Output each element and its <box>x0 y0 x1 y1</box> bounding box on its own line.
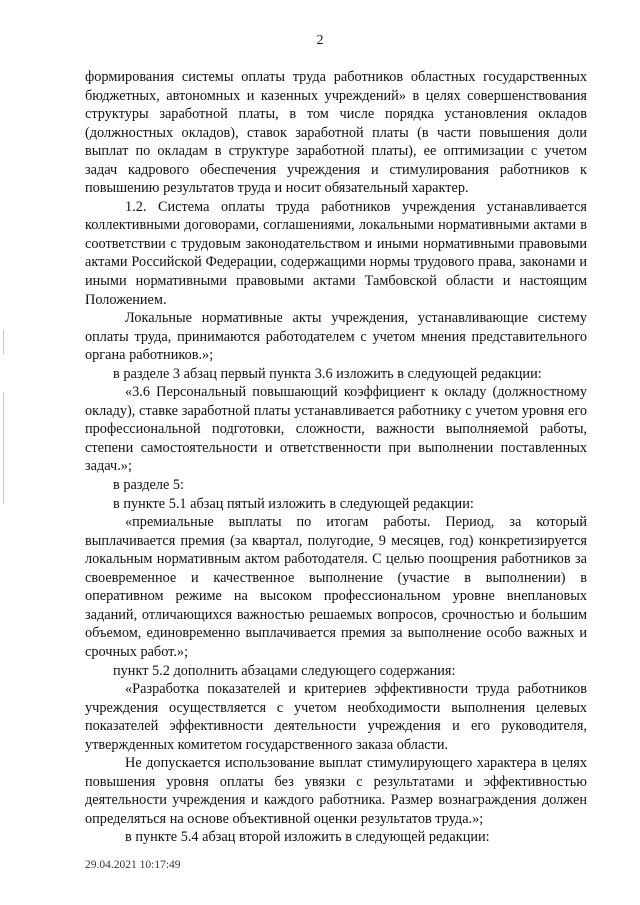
footer-timestamp: 29.04.2021 10:17:49 <box>85 859 181 871</box>
paragraph: формирования системы оплаты труда работников областных государственных бюджетных, автономных и казенных учреждений» в целях совершенствования структуры заработной платы, в том числе порядка установления окладов (должностных окладов), ставок заработной платы (в части повышения доли выплат по окладам в структуре заработной платы), ее оптимизации с учетом задач кадрового обеспечения учреждения и стимулирования работников к повышению результатов труда и носит обязательный характер. <box>85 69 587 197</box>
paragraph: в пункте 5.4 абзац второй изложить в следующей редакции: <box>125 829 490 846</box>
paragraph: «3.6 Персональный повышающий коэффициент к окладу (должностному окладу), ставке заработной платы устанавливается работнику с учетом уровня его профессиональной подготовки, сложности, важности выполняемой работы, степени самостоятельности и ответственности при выполнении поставленных задач.»; <box>85 384 587 475</box>
paragraph: Локальные нормативные акты учреждения, устанавливающие систему оплаты труда, принимаются работодателем с учетом мнения представительного органа работников.»; <box>85 310 587 364</box>
scan-margin-mark <box>3 392 4 504</box>
paragraph: в разделе 3 абзац первый пункта 3.6 изложить в следующей редакции: <box>113 365 542 382</box>
scan-margin-mark <box>3 330 4 354</box>
paragraph: «премиальные выплаты по итогам работы. Период, за который выплачивается премия (за квартал, полугодие, 9 месяцев, год) конкретизируется локальным нормативным актом работодателя. С целью поощрения работников за своевременное и качественное выполнение (участие в выполнении) в оперативном режиме на высоком профессиональном уровне внеплановых заданий, отличающихся важностью решаемых вопросов, срочностью и большим объемом, единовременно выплачивается премия за выполнение особо важных и срочных работ.»; <box>85 514 587 660</box>
paragraph: в разделе 5: <box>113 477 185 494</box>
paragraph: Не допускается использование выплат стимулирующего характера в целях повышения уровня оплаты без увязки с результатами и эффективностью деятельности учреждения и каждого работника. Размер вознаграждения должен определяться на основе объективной оценки результатов труда.»; <box>85 755 587 827</box>
paragraph: в пункте 5.1 абзац пятый изложить в следующей редакции: <box>113 495 474 512</box>
paragraph: пункт 5.2 дополнить абзацами следующего содержания: <box>113 662 456 679</box>
paragraph: 1.2. Система оплаты труда работников учреждения устанавливается коллективными договорами, соглашениями, локальными нормативными актами в соответствии с трудовым законодательством и иными нормативными правовыми актами Российской Федерации, содержащими нормы трудового права, законами и иными нормативными правовыми актами Тамбовской области и настоящим Положением. <box>85 198 587 308</box>
paragraph: «Разработка показателей и критериев эффективности труда работников учреждения осуществляется с учетом необходимости выполнения целевых показателей эффективности деятельности учреждения и его руководителя, утвержденных комитетом государственного заказа области. <box>85 681 587 753</box>
page-number: 2 <box>316 33 324 48</box>
document-body <box>85 68 587 847</box>
